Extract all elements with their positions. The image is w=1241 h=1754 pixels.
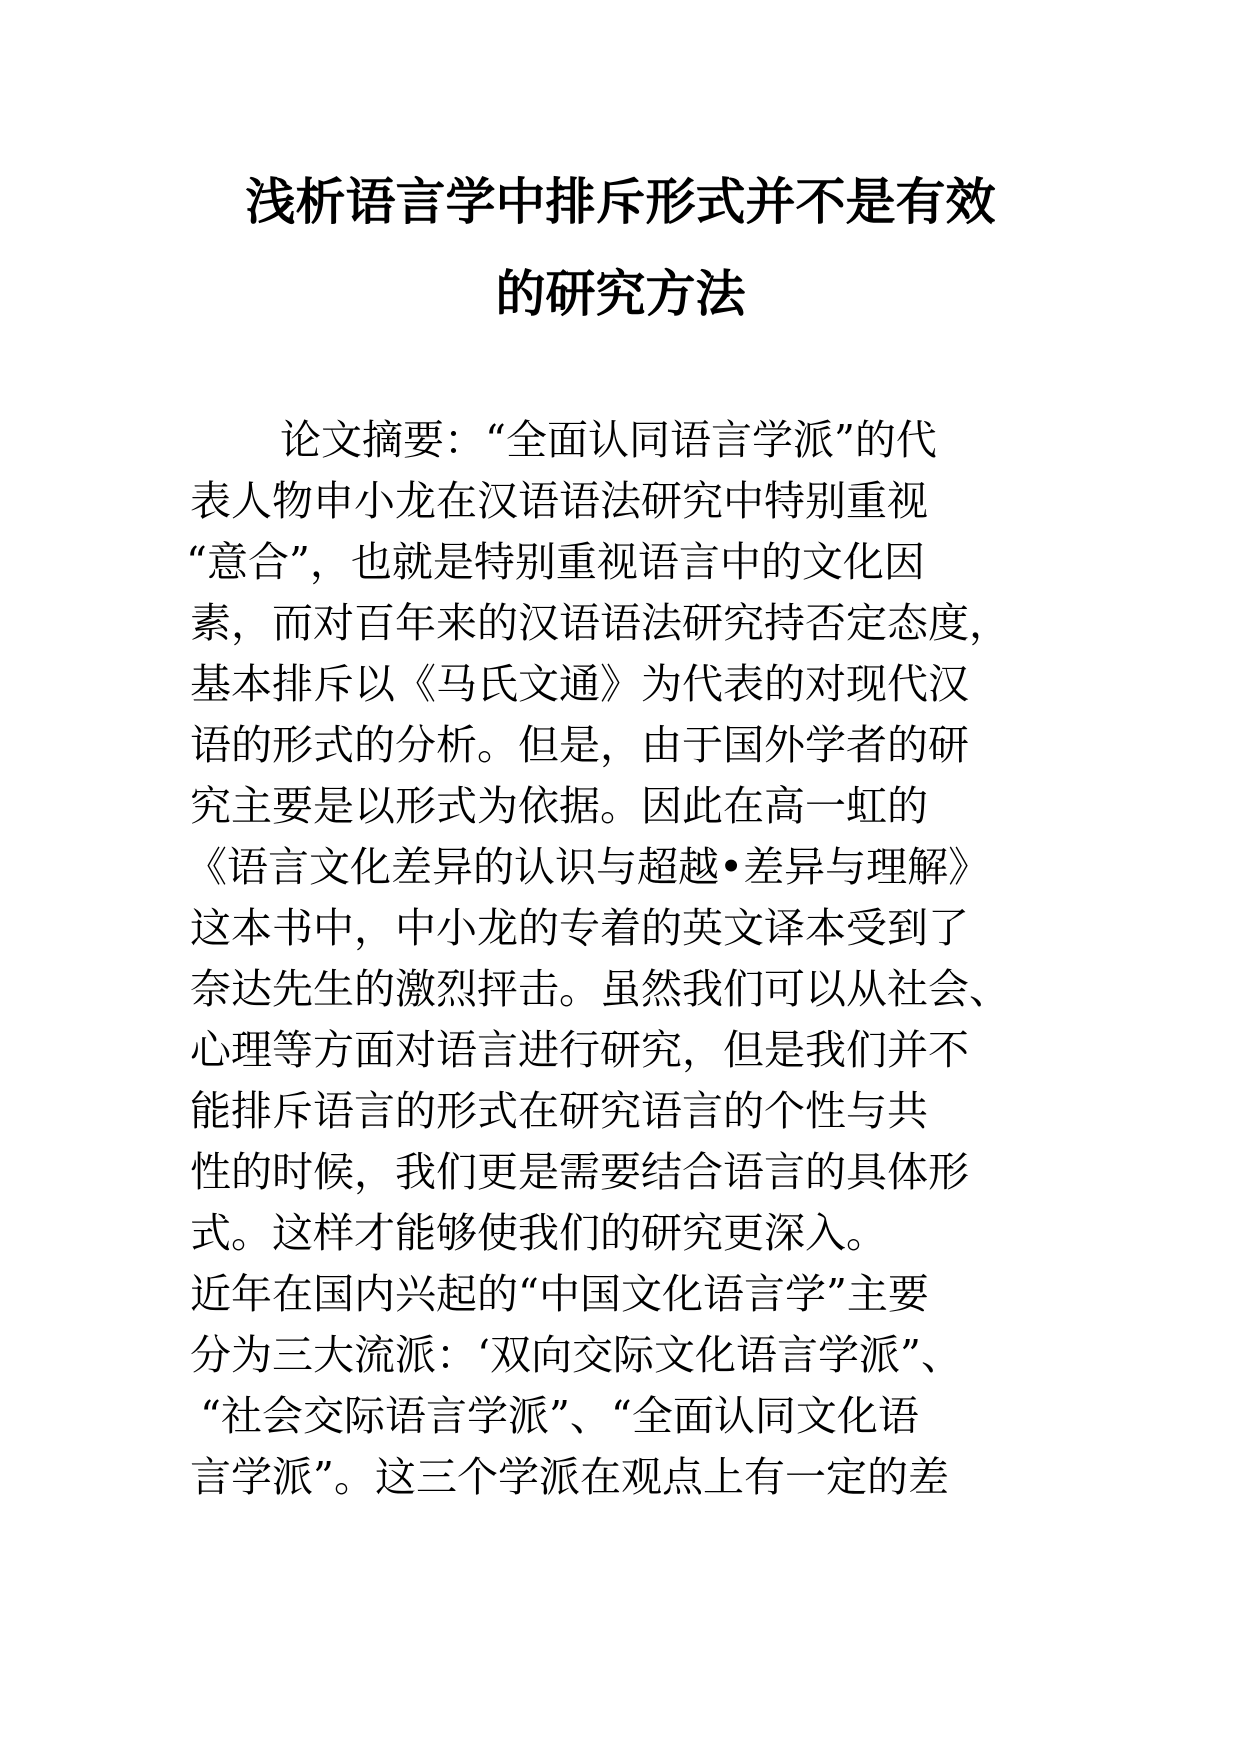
body-line: 素，而对百年来的汉语语法研究持否定态度，: [190, 599, 1010, 647]
body-line: 基本排斥以《马氏文通》为代表的对现代汉: [190, 660, 969, 708]
document-title-line-2: 的研究方法: [495, 265, 746, 323]
body-line: 性的时候，我们更是需要结合语言的具体形: [190, 1148, 969, 1196]
body-line: 式。这样才能够使我们的研究更深入。: [190, 1209, 887, 1257]
body-line: 奈达先生的激烈抨击。虽然我们可以从社会、: [190, 965, 1010, 1013]
body-line: 分为三大流派：‘双向交际文化语言学派”、: [190, 1331, 962, 1379]
body-line: 能排斥语言的形式在研究语言的个性与共: [190, 1087, 928, 1135]
body-line: 表人物申小龙在汉语语法研究中特别重视: [190, 477, 928, 525]
body-line: 近年在国内兴起的“中国文化语言学”主要: [190, 1270, 929, 1318]
body-line: 言学派”。这三个学派在观点上有一定的差: [190, 1453, 949, 1501]
document-title-line-1: 浅析语言学中排斥形式并不是有效: [245, 173, 996, 231]
body-line: 《语言文化差异的认识与超越•差异与理解》: [186, 843, 990, 891]
body-line: 心理等方面对语言进行研究，但是我们并不: [190, 1026, 969, 1074]
body-line: 这本书中，中小龙的专着的英文译本受到了: [190, 904, 969, 952]
body-line: 论文摘要：“全面认同语言学派”的代: [280, 416, 937, 464]
body-line: 究主要是以形式为依据。因此在高一虹的: [190, 782, 928, 830]
body-line: 语的形式的分析。但是，由于国外学者的研: [190, 721, 969, 769]
body-line: “意合”，也就是特别重视语言中的文化因: [186, 538, 925, 586]
body-line: “社会交际语言学派”、“全面认同文化语: [200, 1392, 919, 1440]
